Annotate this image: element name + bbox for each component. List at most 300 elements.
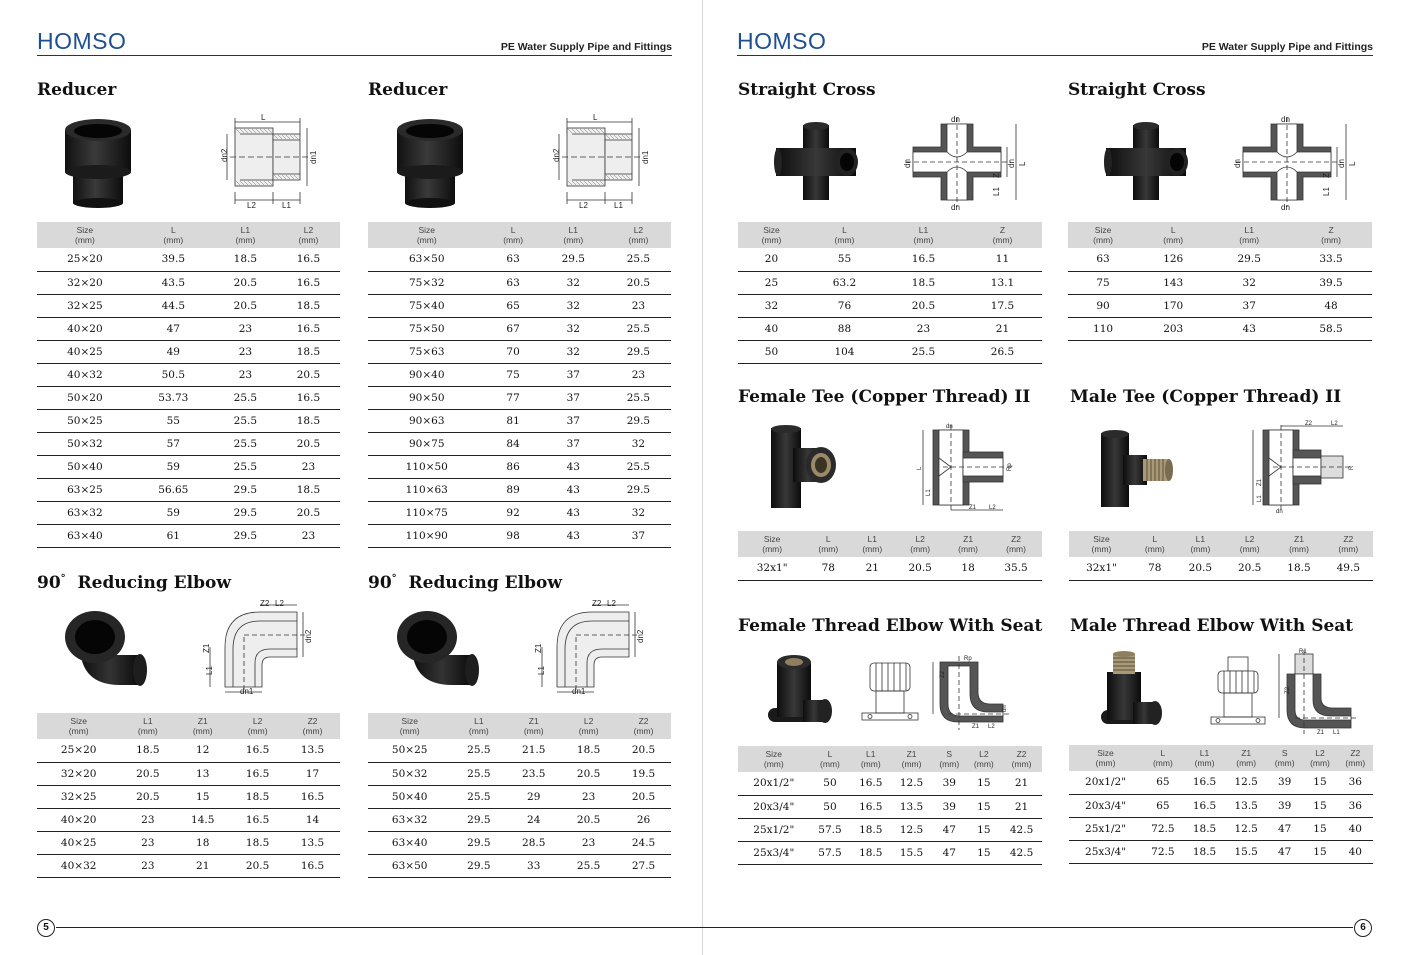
label-L: L [1348, 161, 1357, 166]
table-cell: 50 [738, 340, 805, 363]
table-cell: 16.5 [230, 739, 285, 762]
table-cell: 90 [1068, 294, 1138, 317]
table-cell: 13 [175, 762, 230, 785]
table-row [37, 409, 340, 432]
label-L2: L2 [1331, 421, 1338, 427]
table-cell: 65 [1142, 794, 1184, 817]
table-cell: 15.5 [1225, 840, 1267, 863]
table-cell: 25.5 [451, 762, 506, 785]
column-header-unit: (mm) [1338, 544, 1359, 554]
table-cell: 40×20 [37, 317, 133, 340]
column-header-unit: (mm) [762, 544, 783, 554]
column-header-label: Z [1328, 225, 1334, 235]
table-cell: 47 [133, 317, 214, 340]
column-header-unit: (mm) [247, 726, 268, 736]
table-cell: 63×50 [368, 248, 486, 271]
label-dn: dn [1337, 159, 1346, 168]
column-header-label: S [1281, 748, 1288, 758]
column-header-unit: (mm) [763, 759, 784, 769]
header-rule [37, 55, 672, 56]
table-row [37, 455, 340, 478]
table-cell: 13.5 [285, 739, 340, 762]
table-cell: 63.2 [805, 271, 884, 294]
title-text: Reducing Elbow [77, 573, 231, 593]
table-row [37, 501, 340, 524]
table-cell: 29 [506, 785, 561, 808]
table-cell: 25.5 [451, 785, 506, 808]
column-header [1267, 745, 1302, 771]
table-row [738, 317, 1042, 340]
label-R: R [1349, 465, 1355, 470]
section-title: Straight Cross [1068, 80, 1206, 100]
label-Z: Z [992, 173, 1001, 178]
table-cell: 55 [805, 248, 884, 271]
column-header-label: Z2 [1011, 534, 1021, 544]
table-cell: 63×32 [37, 501, 133, 524]
table-cell: 75×50 [368, 317, 486, 340]
table-row [1069, 794, 1373, 817]
table-cell: 23 [277, 524, 340, 547]
table-cell: 18.5 [120, 739, 175, 762]
label-dn: dn [1281, 115, 1290, 124]
reducer-b-table [368, 222, 671, 548]
table-cell: 78 [1134, 557, 1176, 580]
section-elbow-a [37, 573, 231, 593]
column-header-label: L [827, 749, 833, 759]
column-header-unit: (mm) [1152, 758, 1173, 768]
table-cell: 33.5 [1290, 248, 1372, 271]
table-header-row [368, 713, 671, 739]
column-header [806, 531, 850, 557]
table-cell: 110×75 [368, 501, 486, 524]
column-header-label: L2 [979, 749, 989, 759]
table-cell: 25.5 [884, 340, 963, 363]
footer-rule [703, 927, 1353, 928]
label-L: L [261, 113, 266, 122]
column-header-unit: (mm) [68, 726, 89, 736]
table-cell: 50×40 [368, 785, 451, 808]
column-header [738, 222, 805, 248]
column-header [1069, 531, 1134, 557]
table-cell: 16.5 [850, 795, 891, 818]
column-header [810, 746, 851, 772]
reducer-drawing [547, 112, 657, 210]
label-L2: L2 [607, 599, 616, 608]
column-header-unit: (mm) [860, 759, 881, 769]
table-row [738, 557, 1042, 580]
table-cell: 23 [214, 340, 277, 363]
table-cell: 29.5 [606, 409, 671, 432]
table-cell: 32×20 [37, 271, 133, 294]
label-dn: dn [1276, 509, 1283, 515]
table-cell: 20.5 [277, 363, 340, 386]
label-dn: dn [951, 203, 960, 212]
table-body [1069, 771, 1373, 863]
table-cell: 13.5 [1225, 794, 1267, 817]
female-elbow-side-drawing [928, 652, 1013, 732]
label-Rp: Rp [964, 656, 972, 662]
table-header-row [738, 746, 1042, 772]
section-female-elbow [738, 616, 1042, 636]
male-elbow-table [1069, 745, 1373, 864]
table-cell: 72.5 [1142, 840, 1184, 863]
column-header [120, 713, 175, 739]
table-cell: 25 [738, 271, 805, 294]
table-cell: 18.5 [1184, 840, 1226, 863]
table-cell: 78 [806, 557, 850, 580]
table-cell: 20x3/4" [1069, 794, 1142, 817]
table-cell: 16.5 [277, 386, 340, 409]
label-dn1: dn1 [641, 150, 650, 164]
label-dn2: dn2 [220, 148, 229, 162]
table-cell: 23 [214, 317, 277, 340]
section-elbow-b [368, 573, 562, 593]
male-tee-drawing [1243, 420, 1361, 515]
table-cell: 20.5 [1176, 557, 1225, 580]
column-header-unit: (mm) [1345, 758, 1366, 768]
table-header-row [1068, 222, 1372, 248]
table-cell: 23 [606, 363, 671, 386]
section-reducer-b [368, 80, 447, 100]
table-cell: 86 [486, 455, 541, 478]
column-header [1001, 746, 1042, 772]
section-title [37, 573, 231, 593]
column-header-label: Size [418, 225, 436, 235]
table-cell: 20.5 [561, 808, 616, 831]
column-header-unit: (mm) [468, 726, 489, 736]
table-cell: 32x1" [738, 557, 806, 580]
column-header-label: L [1160, 748, 1166, 758]
table-cell: 20.5 [214, 271, 277, 294]
female-tee-drawing [913, 420, 1021, 515]
section-cross-b [1068, 80, 1206, 100]
column-header [894, 531, 946, 557]
table-cell: 32 [541, 340, 606, 363]
column-header [738, 531, 806, 557]
label-Z1: Z1 [1257, 478, 1263, 486]
column-header-label: Z1 [963, 534, 974, 544]
column-header-unit: (mm) [834, 235, 855, 245]
table-cell: 98 [486, 524, 541, 547]
column-header-label: Size [1094, 225, 1112, 235]
table-cell: 14.5 [175, 808, 230, 831]
column-header [506, 713, 561, 739]
column-header-unit: (mm) [192, 726, 213, 736]
column-header-unit: (mm) [1289, 544, 1309, 554]
table-row [37, 386, 340, 409]
table-cell: 47 [932, 841, 967, 864]
table-cell: 75×32 [368, 271, 486, 294]
column-header-unit: (mm) [578, 726, 599, 736]
table-cell: 15 [967, 795, 1002, 818]
table-header-row [738, 531, 1042, 557]
column-header [1208, 222, 1290, 248]
table-row [37, 478, 340, 501]
table-cell: 59 [133, 501, 214, 524]
column-header [1069, 745, 1142, 771]
table-cell: 23 [120, 854, 175, 877]
column-header-label: L1 [1199, 748, 1210, 758]
table-row [37, 762, 340, 785]
column-header-label: L2 [1244, 534, 1255, 544]
table-row [37, 271, 340, 294]
table-cell: 25.5 [451, 739, 506, 762]
table-cell: 32 [541, 271, 606, 294]
column-header-label: Size [70, 716, 87, 726]
column-header-label: Z2 [307, 716, 318, 726]
table-cell: 18 [175, 831, 230, 854]
table-cell: 67 [486, 317, 541, 340]
table-cell: 12 [175, 739, 230, 762]
table-cell: 63×25 [37, 478, 133, 501]
table-cell: 57 [133, 432, 214, 455]
table-cell: 20.5 [277, 432, 340, 455]
catalog-page-right [703, 0, 1406, 955]
column-header [1302, 745, 1337, 771]
table-cell: 23 [884, 317, 963, 340]
column-header-label: L2 [252, 716, 263, 726]
table-row [368, 739, 671, 762]
table-cell: 18.5 [277, 409, 340, 432]
title-degree: 90 [368, 573, 392, 593]
table-row [37, 854, 340, 877]
table-cell: 42.5 [1001, 841, 1042, 864]
table-cell: 29.5 [451, 808, 506, 831]
column-header [285, 713, 340, 739]
column-header-unit: (mm) [235, 235, 256, 245]
column-header [1068, 222, 1138, 248]
male-elbow-photo [1093, 648, 1173, 738]
table-cell: 13.1 [963, 271, 1042, 294]
table-cell: 21 [175, 854, 230, 877]
label-dn1: dn1 [240, 687, 254, 696]
table-cell: 20.5 [894, 557, 946, 580]
column-header-label: L1 [143, 716, 153, 726]
table-cell: 20.5 [606, 271, 671, 294]
section-male-tee [1070, 387, 1341, 407]
male-elbow-side-drawing [1273, 648, 1363, 736]
table-cell: 25.5 [214, 386, 277, 409]
table-cell: 50×20 [37, 386, 133, 409]
section-title: Male Thread Elbow With Seat [1070, 616, 1354, 636]
table-cell: 37 [541, 409, 606, 432]
table-cell: 40×32 [37, 363, 133, 386]
table-header-row [1069, 745, 1373, 771]
column-header [932, 746, 967, 772]
table-cell: 50×32 [368, 762, 451, 785]
table-cell: 76 [805, 294, 884, 317]
column-header-label: L [825, 534, 831, 544]
column-header-unit: (mm) [298, 235, 319, 245]
column-header-unit: (mm) [1190, 544, 1211, 554]
table-cell: 29.5 [214, 478, 277, 501]
table-cell: 88 [805, 317, 884, 340]
label-L1: L1 [926, 489, 932, 496]
reducer-photo [58, 115, 138, 210]
column-header [133, 222, 214, 248]
table-cell: 59 [133, 455, 214, 478]
column-header [738, 746, 810, 772]
table-cell: 21 [1001, 795, 1042, 818]
label-L: L [593, 113, 598, 122]
table-cell: 39 [932, 772, 967, 795]
table-cell: 63×40 [37, 524, 133, 547]
column-header [486, 222, 541, 248]
table-cell: 29.5 [606, 340, 671, 363]
column-header-label: Z1 [197, 716, 208, 726]
table-row [1069, 771, 1373, 794]
column-header-label: L1 [474, 716, 484, 726]
column-header [805, 222, 884, 248]
column-header-unit: (mm) [163, 235, 184, 245]
column-header [606, 222, 671, 248]
column-header [616, 713, 671, 739]
table-row [738, 818, 1042, 841]
table-row [37, 363, 340, 386]
table-cell: 37 [541, 432, 606, 455]
table-cell: 20.5 [230, 854, 285, 877]
female-elbow-photo [763, 648, 843, 733]
column-header [1138, 222, 1208, 248]
cross-drawing [1231, 112, 1359, 212]
table-cell: 63×40 [368, 831, 451, 854]
table-cell: 40 [738, 317, 805, 340]
female-elbow-front-drawing [858, 655, 928, 730]
column-header-label: Z1 [528, 716, 539, 726]
table-cell: 50 [810, 772, 851, 795]
table-cell: 50×25 [368, 739, 451, 762]
table-cell: 110×90 [368, 524, 486, 547]
table-cell: 32 [738, 294, 805, 317]
table-row [1069, 817, 1373, 840]
table-cell: 65 [486, 294, 541, 317]
table-row [1068, 271, 1372, 294]
column-header-unit: (mm) [901, 759, 922, 769]
table-cell: 36 [1338, 794, 1373, 817]
label-dn: dn [951, 115, 960, 124]
table-cell: 26.5 [963, 340, 1042, 363]
label-dn2: dn2 [552, 148, 561, 162]
table-cell: 39 [932, 795, 967, 818]
table-cell: 29.5 [1208, 248, 1290, 271]
table-cell: 63×32 [368, 808, 451, 831]
table-cell: 16.5 [277, 248, 340, 271]
table-cell: 32 [541, 317, 606, 340]
table-row [368, 409, 671, 432]
table-cell: 170 [1138, 294, 1208, 317]
table-cell: 32×25 [37, 785, 120, 808]
column-header-unit: (mm) [503, 235, 524, 245]
column-header-label: Size [1093, 534, 1110, 544]
table-cell: 63 [486, 271, 541, 294]
column-header-label: Size [763, 534, 781, 544]
label-L1: L1 [1322, 187, 1331, 196]
table-cell: 70 [486, 340, 541, 363]
section-title: Reducer [37, 80, 117, 100]
table-row [738, 841, 1042, 864]
table-body [738, 557, 1042, 580]
table-row [37, 317, 340, 340]
reducer-photo [390, 115, 470, 210]
column-header-label: L1 [240, 225, 251, 235]
table-body [37, 739, 340, 877]
column-header [368, 222, 486, 248]
table-cell: 49 [133, 340, 214, 363]
table-body [738, 248, 1042, 363]
column-header-label: Z2 [1350, 748, 1361, 758]
table-cell: 23 [120, 831, 175, 854]
column-header-label: Size [763, 225, 780, 235]
column-header-label: L [170, 225, 176, 235]
column-header [1324, 531, 1373, 557]
table-cell: 21 [850, 557, 894, 580]
footer-rule [56, 927, 703, 928]
column-header [561, 713, 616, 739]
label-Z1: Z1 [1317, 730, 1325, 736]
elbow-drawing [200, 597, 320, 697]
label-L1: L1 [205, 666, 214, 675]
table-row [368, 762, 671, 785]
table-row [1068, 317, 1372, 340]
table-cell: 43 [1208, 317, 1290, 340]
table-row [368, 363, 671, 386]
table-cell: 90×75 [368, 432, 486, 455]
table-cell: 15 [1302, 840, 1337, 863]
table-cell: 20x1/2" [1069, 771, 1142, 794]
label-dn1: dn1 [572, 687, 586, 696]
label-Z2: Z2 [592, 599, 602, 608]
column-header-unit: (mm) [761, 235, 782, 245]
column-header-label: L [1152, 534, 1158, 544]
table-cell: 32×20 [37, 762, 120, 785]
table-cell: 20x3/4" [738, 795, 810, 818]
table-cell: 17 [285, 762, 340, 785]
table-cell: 25.5 [606, 386, 671, 409]
column-header [1176, 531, 1225, 557]
label-L2: L2 [988, 724, 995, 730]
column-header [541, 222, 606, 248]
table-row [738, 795, 1042, 818]
column-header-unit: (mm) [862, 544, 883, 554]
table-cell: 42.5 [1001, 818, 1042, 841]
table-cell: 63×50 [368, 854, 451, 877]
table-row [37, 340, 340, 363]
label-Z2: Z2 [260, 599, 270, 608]
column-header-unit: (mm) [1095, 758, 1116, 768]
table-cell: 18.5 [850, 841, 891, 864]
label-dn2: dn2 [304, 629, 313, 643]
table-cell: 63 [486, 248, 541, 271]
column-header-label: Z2 [638, 716, 649, 726]
column-header-unit: (mm) [973, 759, 994, 769]
table-cell: 25×20 [37, 248, 133, 271]
table-cell: 24 [506, 808, 561, 831]
table-row [738, 294, 1042, 317]
table-header-row [738, 222, 1042, 248]
column-header [230, 713, 285, 739]
label-Z2: Z2 [1305, 421, 1313, 427]
column-header-unit: (mm) [523, 726, 544, 736]
table-cell: 29.5 [451, 854, 506, 877]
section-female-tee [738, 387, 1030, 407]
table-cell: 18 [946, 557, 990, 580]
table-cell: 18.5 [884, 271, 963, 294]
section-title [368, 573, 562, 593]
column-header-label: Size [401, 716, 418, 726]
table-cell: 36 [1338, 771, 1373, 794]
column-header [1184, 745, 1226, 771]
table-cell: 75 [1068, 271, 1138, 294]
